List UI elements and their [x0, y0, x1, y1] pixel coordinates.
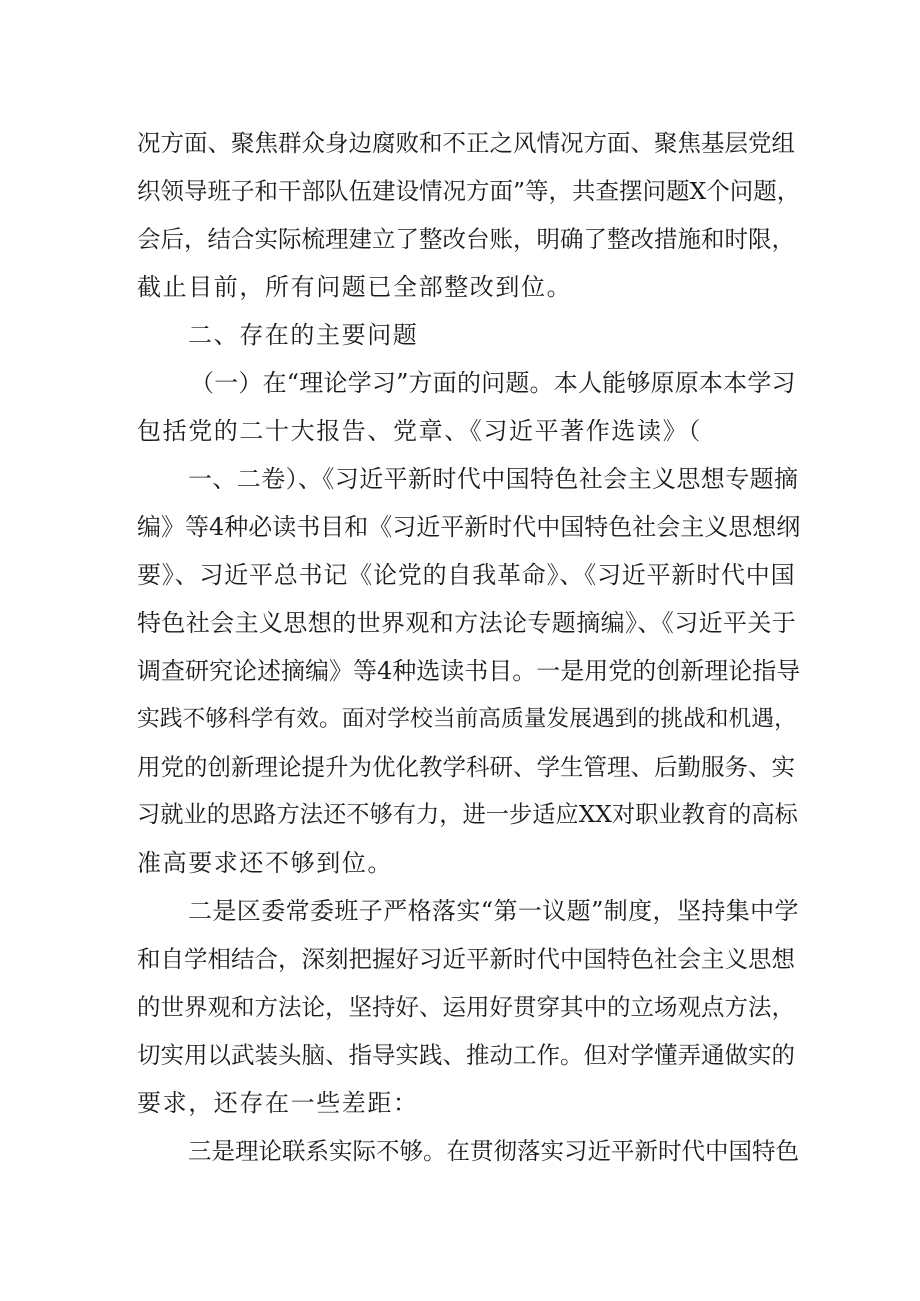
text-line-13: 实践不够科学有效。面对学校当前高质量发展遇到的挑战和机遇， [137, 706, 797, 732]
text-line-17: 二是区委常委班子严格落实“第一议题”制度，坚持集中学 [188, 897, 799, 925]
text-line-18: 和自学相结合，深刻把握好习近平新时代中国特色社会主义思想 [137, 945, 795, 973]
text-line-16: 准高要求还不够到位。 [137, 849, 393, 877]
text-line-14: 用党的创新理论提升为优化教学科研、学生管理、后勤服务、实 [137, 753, 795, 781]
text-line-7: 包括党的二十大报告、党章、《习近平著作选读》（ [137, 417, 702, 445]
text-line-15: 习就业的思路方法还不够有力，进一步适应XX对职业教育的高标 [137, 801, 798, 828]
text-line-11: 特色社会主义思想的世界观和方法论专题摘编》、《习近平关于 [137, 609, 797, 637]
text-line-4: 截止目前，所有问题已全部整改到位。 [137, 273, 573, 301]
text-line-8: 一、二卷）、《习近平新时代中国特色社会主义思想专题摘 [188, 465, 799, 493]
text-line-12: 调查研究论述摘编》等4种选读书目。一是用党的创新理论指导 [137, 657, 801, 685]
text-line-21: 要求，还存在一些差距： [137, 1089, 419, 1117]
section-heading: 二、存在的主要问题 [188, 321, 419, 349]
text-line-1: 况方面、聚焦群众身边腐败和不正之风情况方面、聚焦基层党组 [137, 129, 795, 157]
text-line-2: 织领导班子和干部队伍建设情况方面”等，共查摆问题X个问题， [137, 177, 801, 205]
text-line-9: 编》等4种必读书目和《习近平新时代中国特色社会主义思想纲 [137, 513, 801, 541]
text-line-20: 切实用以武装头脑、指导实践、推动工作。但对学懂弄通做实的 [137, 1041, 795, 1069]
subsection-heading: （一）在“理论学习”方面的问题。本人能够原原本本学习 [190, 369, 796, 397]
text-line-22: 三是理论联系实际不够。在贯彻落实习近平新时代中国特色 [188, 1137, 799, 1165]
text-line-3: 会后，结合实际梳理建立了整改台账，明确了整改措施和时限， [137, 225, 795, 253]
text-line-10: 要》、习近平总书记《论党的自我革命》、《习近平新时代中国 [137, 561, 796, 589]
text-line-19: 的世界观和方法论，坚持好、运用好贯穿其中的立场观点方法， [137, 993, 795, 1021]
